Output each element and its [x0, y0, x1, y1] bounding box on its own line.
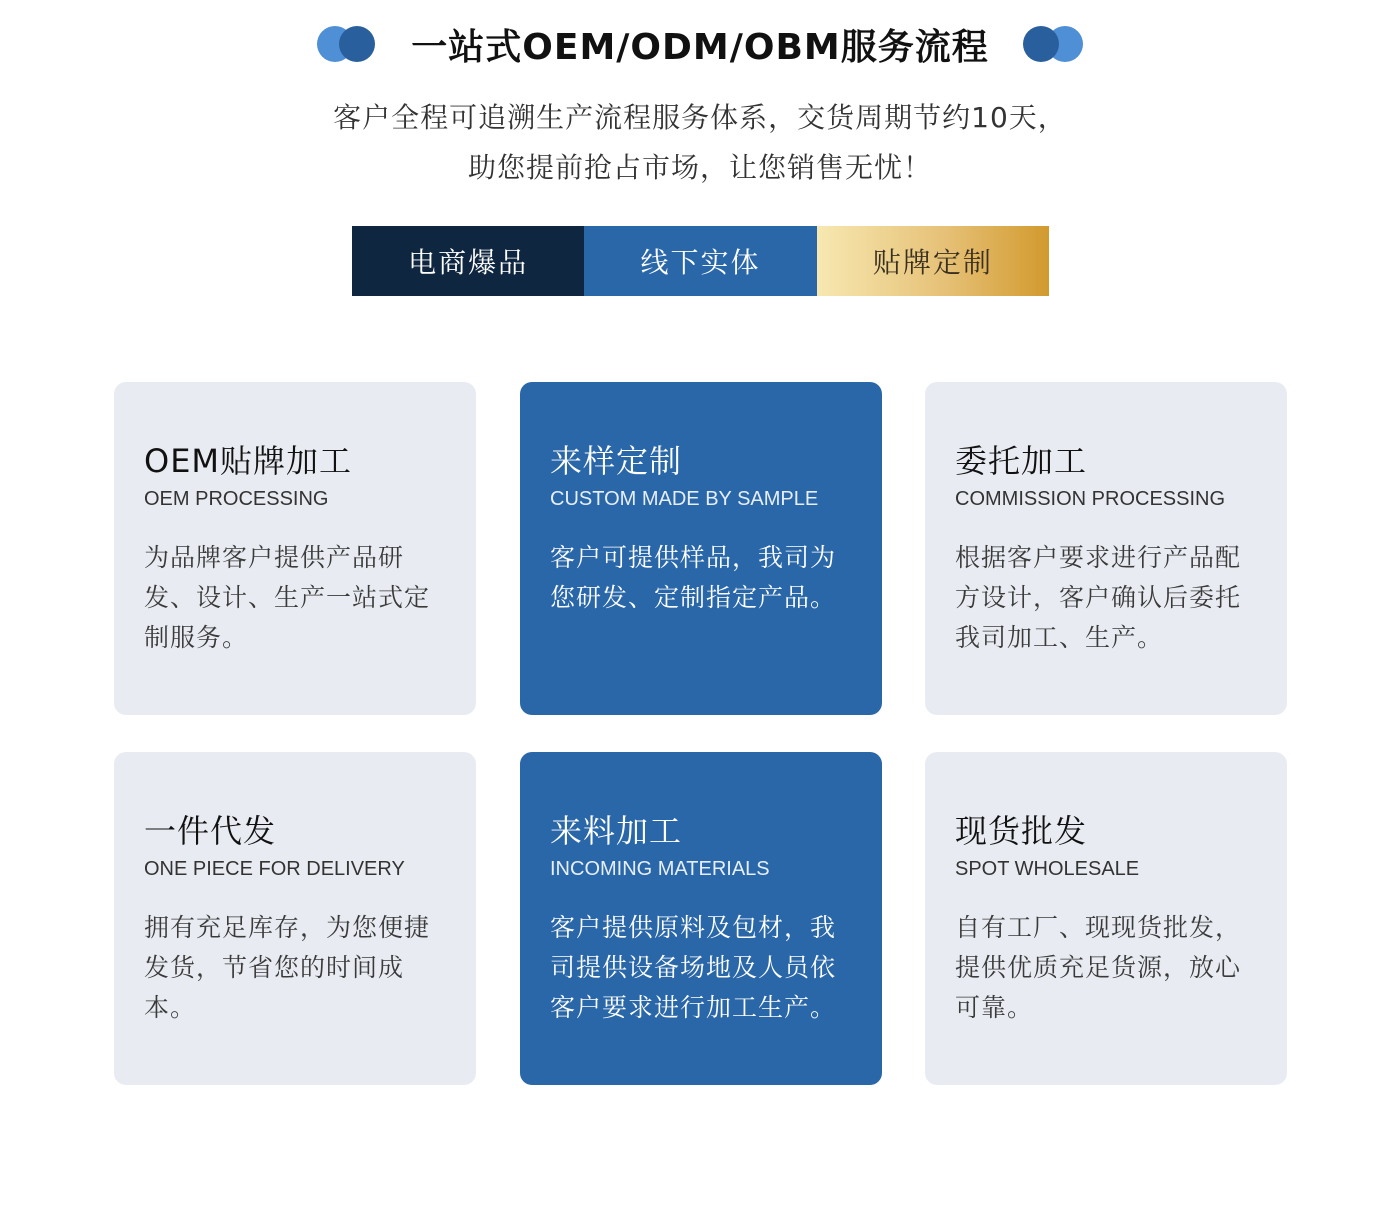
card-subtitle: OEM PROCESSING	[144, 488, 329, 510]
service-card-commission	[925, 382, 1287, 715]
service-card-spot-wholesale	[925, 752, 1287, 1085]
card-subtitle: CUSTOM MADE BY SAMPLE	[550, 488, 819, 510]
tab-private-label[interactable]: 贴牌定制	[817, 226, 1049, 296]
card-description: 客户提供原料及包材，我司提供设备场地及人员依客户要求进行加工生产。	[550, 913, 837, 1022]
subtitle-line-2: 助您提前抢占市场，让您销售无忧！	[467, 151, 932, 184]
card-subtitle: COMMISSION PROCESSING	[955, 488, 1226, 510]
decorative-dots-left-icon	[317, 26, 377, 62]
title-row	[0, 14, 1400, 74]
decorative-dots-right-icon	[1023, 26, 1083, 62]
card-title: 来料加工	[550, 812, 683, 850]
card-title: 来样定制	[550, 442, 683, 480]
card-description: 拥有充足库存，为您便捷发货，节省您的时间成本。	[144, 913, 431, 1022]
card-description: 根据客户要求进行产品配方设计，客户确认后委托我司加工、生产。	[955, 543, 1242, 652]
card-title: 委托加工	[955, 442, 1088, 480]
service-card-custom-sample	[520, 382, 882, 715]
dot-dark-icon	[339, 26, 375, 62]
service-card-one-piece	[114, 752, 476, 1085]
dot-dark-icon	[1023, 26, 1059, 62]
tab-offline-store[interactable]: 线下实体	[584, 226, 816, 296]
card-subtitle: ONE PIECE FOR DELIVERY	[144, 858, 405, 880]
category-tabs	[352, 226, 1049, 296]
card-description: 客户可提供样品，我司为您研发、定制指定产品。	[550, 543, 837, 612]
card-subtitle: SPOT WHOLESALE	[955, 858, 1140, 880]
service-card-oem	[114, 382, 476, 715]
service-card-incoming-materials	[520, 752, 882, 1085]
card-description: 为品牌客户提供产品研发、设计、生产一站式定制服务。	[144, 543, 431, 652]
card-description: 自有工厂、现现货批发，提供优质充足货源，放心可靠。	[955, 913, 1242, 1022]
card-title: 一件代发	[144, 812, 277, 850]
card-subtitle: INCOMING MATERIALS	[550, 858, 770, 880]
subtitle-line-1: 客户全程可追溯生产流程服务体系，交货周期节约10天，	[333, 101, 1067, 134]
tab-ecommerce[interactable]: 电商爆品	[352, 226, 584, 296]
card-title: 现货批发	[955, 812, 1088, 850]
card-title: OEM贴牌加工	[144, 442, 353, 480]
page-title: 一站式OEM/ODM/OBM服务流程	[411, 26, 989, 68]
